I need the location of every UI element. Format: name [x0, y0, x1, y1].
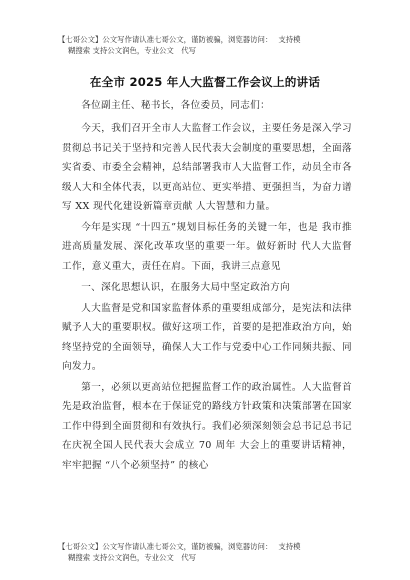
footer-ad-line-2: 糊搜索 支持公文润色，专业公文 代写: [68, 553, 196, 562]
paragraph: 今年是实现 “十四五”规划目标任务的关键一年，也是 我市推进高质量发展、深化改革攻坚的重要一年。做好新时 代人大监督工作，意义重大，责任在肩。下面，我讲三点意见: [62, 222, 352, 272]
paragraph: 今天，我们召开全市人大监督工作会议，主要任务是深入学习贯彻总书记关于坚持和完善人民代表大会制度的重要思想，全面落实省委、市委全会精神，总结部署我市人大监督工作，动员全市各级人大和全体代表，以更高站位、更实举措、更强担当，为奋力谱写 XX 现代化建设新篇章贡献 人大智慧和力量。: [62, 123, 352, 213]
header-ad-banner: [58, 34, 358, 56]
paragraph: 人大监督是党和国家监督体系的重要组成部分，是宪法和法律赋予人大的重要职权。做好这项工作，首要的是把准政治方向，始终坚持党的全面领导，确保人大工作与党委中心工作同频共振、同向发力。: [62, 302, 352, 373]
document-body: [62, 96, 352, 477]
document-title: 在全市 2025 年人大监督工作会议上的讲话: [89, 75, 321, 89]
paragraph: 第一，必须以更高站位把握监督工作的政治属性。人大监督首先是政治监督，根本在于保证党的路线方针政策和决策部署在国家工作中得到全面贯彻和有效执行。我们必须深刻领会总书记总书记在庆祝全国人民代表大会成立 70 周年 大会上的重要讲话精神，牢牢把握 “八个必须坚持” 的核心: [62, 382, 352, 471]
footer-ad-line-1: 【七哥公文】公文写作请认准七哥公文，谨防被骗，浏览器访问： 支持模: [58, 542, 301, 551]
section-heading: 一、深化思想认识，在服务大局中坚定政治方向: [81, 281, 291, 293]
header-ad-line-1: 【七哥公文】公文写作请认准七哥公文，谨防被骗，浏览器访问： 支持模: [58, 35, 301, 44]
header-ad-line-2: 糊搜索 支持公文润色，专业公文 代写: [68, 46, 196, 55]
salutation: 各位副主任、秘书长，各位委员，同志们：: [81, 100, 271, 111]
footer-ad-banner: [58, 541, 358, 563]
